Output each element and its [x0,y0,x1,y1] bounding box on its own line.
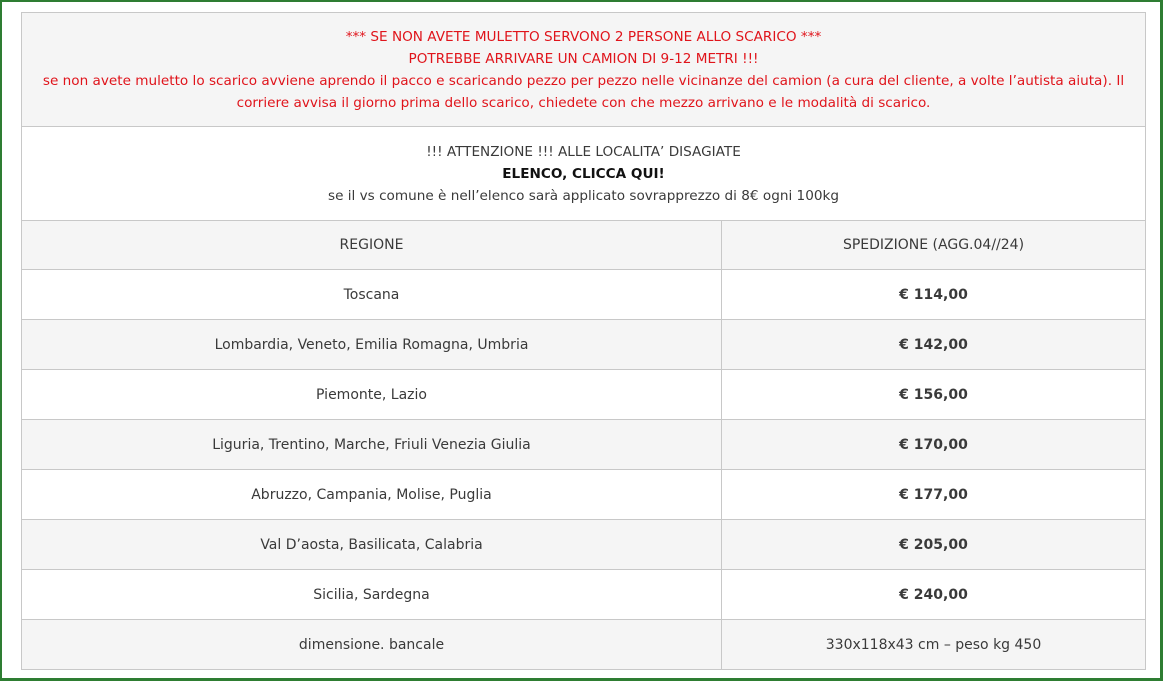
price-cell: € 170,00 [722,420,1146,470]
shipping-table [21,12,1146,670]
header-region: REGIONE [22,221,722,270]
table-row [22,470,1146,520]
table-footer-row [22,620,1146,670]
disadvantaged-list-link[interactable]: ELENCO, CLICCA QUI! [502,165,665,182]
table-row [22,420,1146,470]
header-shipping: SPEDIZIONE (AGG.04//24) [722,221,1146,270]
region-cell: Toscana [22,270,722,320]
warning-row [22,127,1146,221]
notice-row [22,13,1146,127]
price-cell: € 205,00 [722,520,1146,570]
table-row [22,570,1146,620]
notice-line-unloading: se non avete muletto lo scarico avviene aprendo il pacco e scaricando pezzo per pezzo nelle vicinanze del camion (a cura del cliente, a volte l’autista aiuta). Il corriere avvisa il giorno prima dello scarico, chiedete con che mezzo arrivano e le modalità di scarico. [42,72,1125,111]
price-cell: € 142,00 [722,320,1146,370]
region-cell: Val D’aosta, Basilicata, Calabria [22,520,722,570]
pallet-dimension-label: dimensione. bancale [22,620,722,670]
region-cell: Liguria, Trentino, Marche, Friuli Venezia Giulia [22,420,722,470]
region-cell: Lombardia, Veneto, Emilia Romagna, Umbria [22,320,722,370]
price-cell: € 156,00 [722,370,1146,420]
region-cell: Piemonte, Lazio [22,370,722,420]
table-row [22,270,1146,320]
price-cell: € 240,00 [722,570,1146,620]
warning-title: !!! ATTENZIONE !!! ALLE LOCALITA’ DISAGIATE [426,143,741,160]
notice-line-truck: POTREBBE ARRIVARE UN CAMION DI 9-12 METRI !!! [408,50,759,67]
surcharge-note: se il vs comune è nell’elenco sarà applicato sovrapprezzo di 8€ ogni 100kg [327,187,839,204]
table-row [22,320,1146,370]
price-cell: € 177,00 [722,470,1146,520]
price-cell: € 114,00 [722,270,1146,320]
table-header-row [22,221,1146,270]
notice-line-forklift: *** SE NON AVETE MULETTO SERVONO 2 PERSONE ALLO SCARICO *** [345,28,822,45]
warning-cell [22,127,1146,221]
region-cell: Abruzzo, Campania, Molise, Puglia [22,470,722,520]
table-row [22,370,1146,420]
region-cell: Sicilia, Sardegna [22,570,722,620]
pallet-dimension-value: 330x118x43 cm – peso kg 450 [722,620,1146,670]
notice-cell [22,13,1146,127]
table-row [22,520,1146,570]
